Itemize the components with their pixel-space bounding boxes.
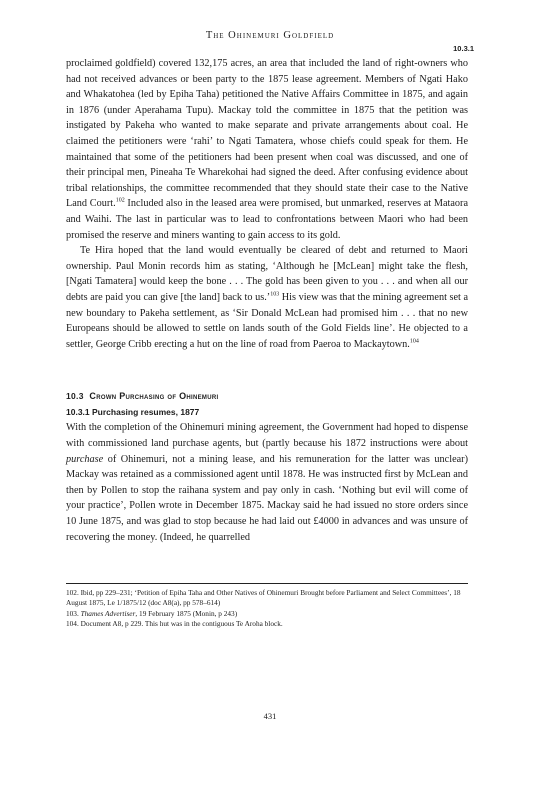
paragraph: Te Hira hoped that the land would eventually be cleared of debt and returned to Maori ownership. Paul Monin records him as stating, ‘Although he [McLean] might take the flesh, [Ngati Tamatera] would keep the bone . . . The gold has been given to you . . . and when all our debts are paid you can give [the land] back to us.’$^{103}$ His view was that the mining agreement set a new boundary to Pakeha settlement, as ‘Sir Donald McLean had promised him . . . that no new Europeans should be allowed to settle on lands south of the Gold Fields line’. He objected to a settler, George Cribb erecting a hut on the line of road from Paeroa to Mackaytown.$^{104}$: [66, 245, 468, 350]
subsection-title: Purchasing resumes, 1877: [92, 406, 200, 417]
section-heading: [66, 389, 468, 405]
body-text: [66, 56, 468, 545]
page-number: 431: [263, 711, 277, 721]
subsection-number: 10.3.1: [66, 406, 90, 417]
footnote-marker: 103: [270, 291, 280, 298]
footnote: 102. Ibid, pp 229–231; ‘Petition of Epiha Taha and Other Natives of Ohinemuri Brought before Parliament and Select Committees’, 18 August 1875, Le 1/1875/12 (doc A8(a), pp 578–614): [66, 588, 461, 608]
section-title: Crown Purchasing of Ohinemuri: [89, 391, 219, 402]
paragraph: proclaimed goldfield) covered 132,175 acres, an area that included the land of right-owners who had not received advances or been party to the 1875 lease agreement. Members of Ngati Hako and Whakatohea (led by Epiha Taha) petitioned the Native Affairs Committee in 1875, and again in 1876 (under Aperahama Tupu). Mackay told the committee in 1875 that the petition was instigated by Pakeha who wanted to make separate and private arrangements about coal. He claimed the petitioners were ‘rahi’ to Ngati Tamatera, whose chiefs could speak for them. He maintained that some of the petitioners had been present when coal was discussed, and one of their principal men, Pineaha Te Wharekohai had signed the deed. After confusing evidence about tribal relationships, the committee recommended that they should state their case to the Native Land Court.$^{102}$ Included also in the leased area were promised, but unmarked, reserves at Mataora and Waihi. The last in particular was to lead to confrontations between Maori who had been promised the reserve and miners wanting to gain access to its gold.: [66, 58, 468, 241]
footnote-divider: [66, 583, 468, 584]
paragraph: With the completion of the Ohinemuri mining agreement, the Government had hoped to dispense with commissioned land purchase agents, but (partly because his 1872 instructions were about purchase of Ohinemuri, not a mining lease, and his remuneration for the latter was unclear) Mackay was retained as a commissioned agent until 1878. He was instructed first by McLean and then by Pollen to stop the raihana system and pay only in cash. ‘Nothing but evil will come of your practice’, Pollen wrote in December 1875. Mackay said he had issued no store orders since 10 June 1875, and was glad to stop because he had laid out £4000 in advances and was unsure of recovering the money. (Indeed, he quarrelled: [66, 422, 468, 543]
emphasis-text: purchase: [66, 453, 104, 465]
emphasis-text: Thames Advertiser: [80, 608, 136, 618]
subsection-heading: [66, 405, 468, 421]
footnote: 103. Thames Advertiser, 19 February 1875 (Monin, p 243): [66, 608, 238, 618]
section-reference: 10.3.1: [453, 44, 474, 53]
footnote-marker: 102: [115, 197, 125, 204]
section-number: 10.3: [66, 391, 84, 402]
running-head: The Ohinemuri Goldfield: [205, 30, 335, 41]
footnote: 104. Document A8, p 229. This hut was in the contiguous Te Aroha block.: [66, 618, 283, 628]
footnote-marker: 104: [409, 338, 419, 345]
footnotes: [66, 588, 468, 629]
